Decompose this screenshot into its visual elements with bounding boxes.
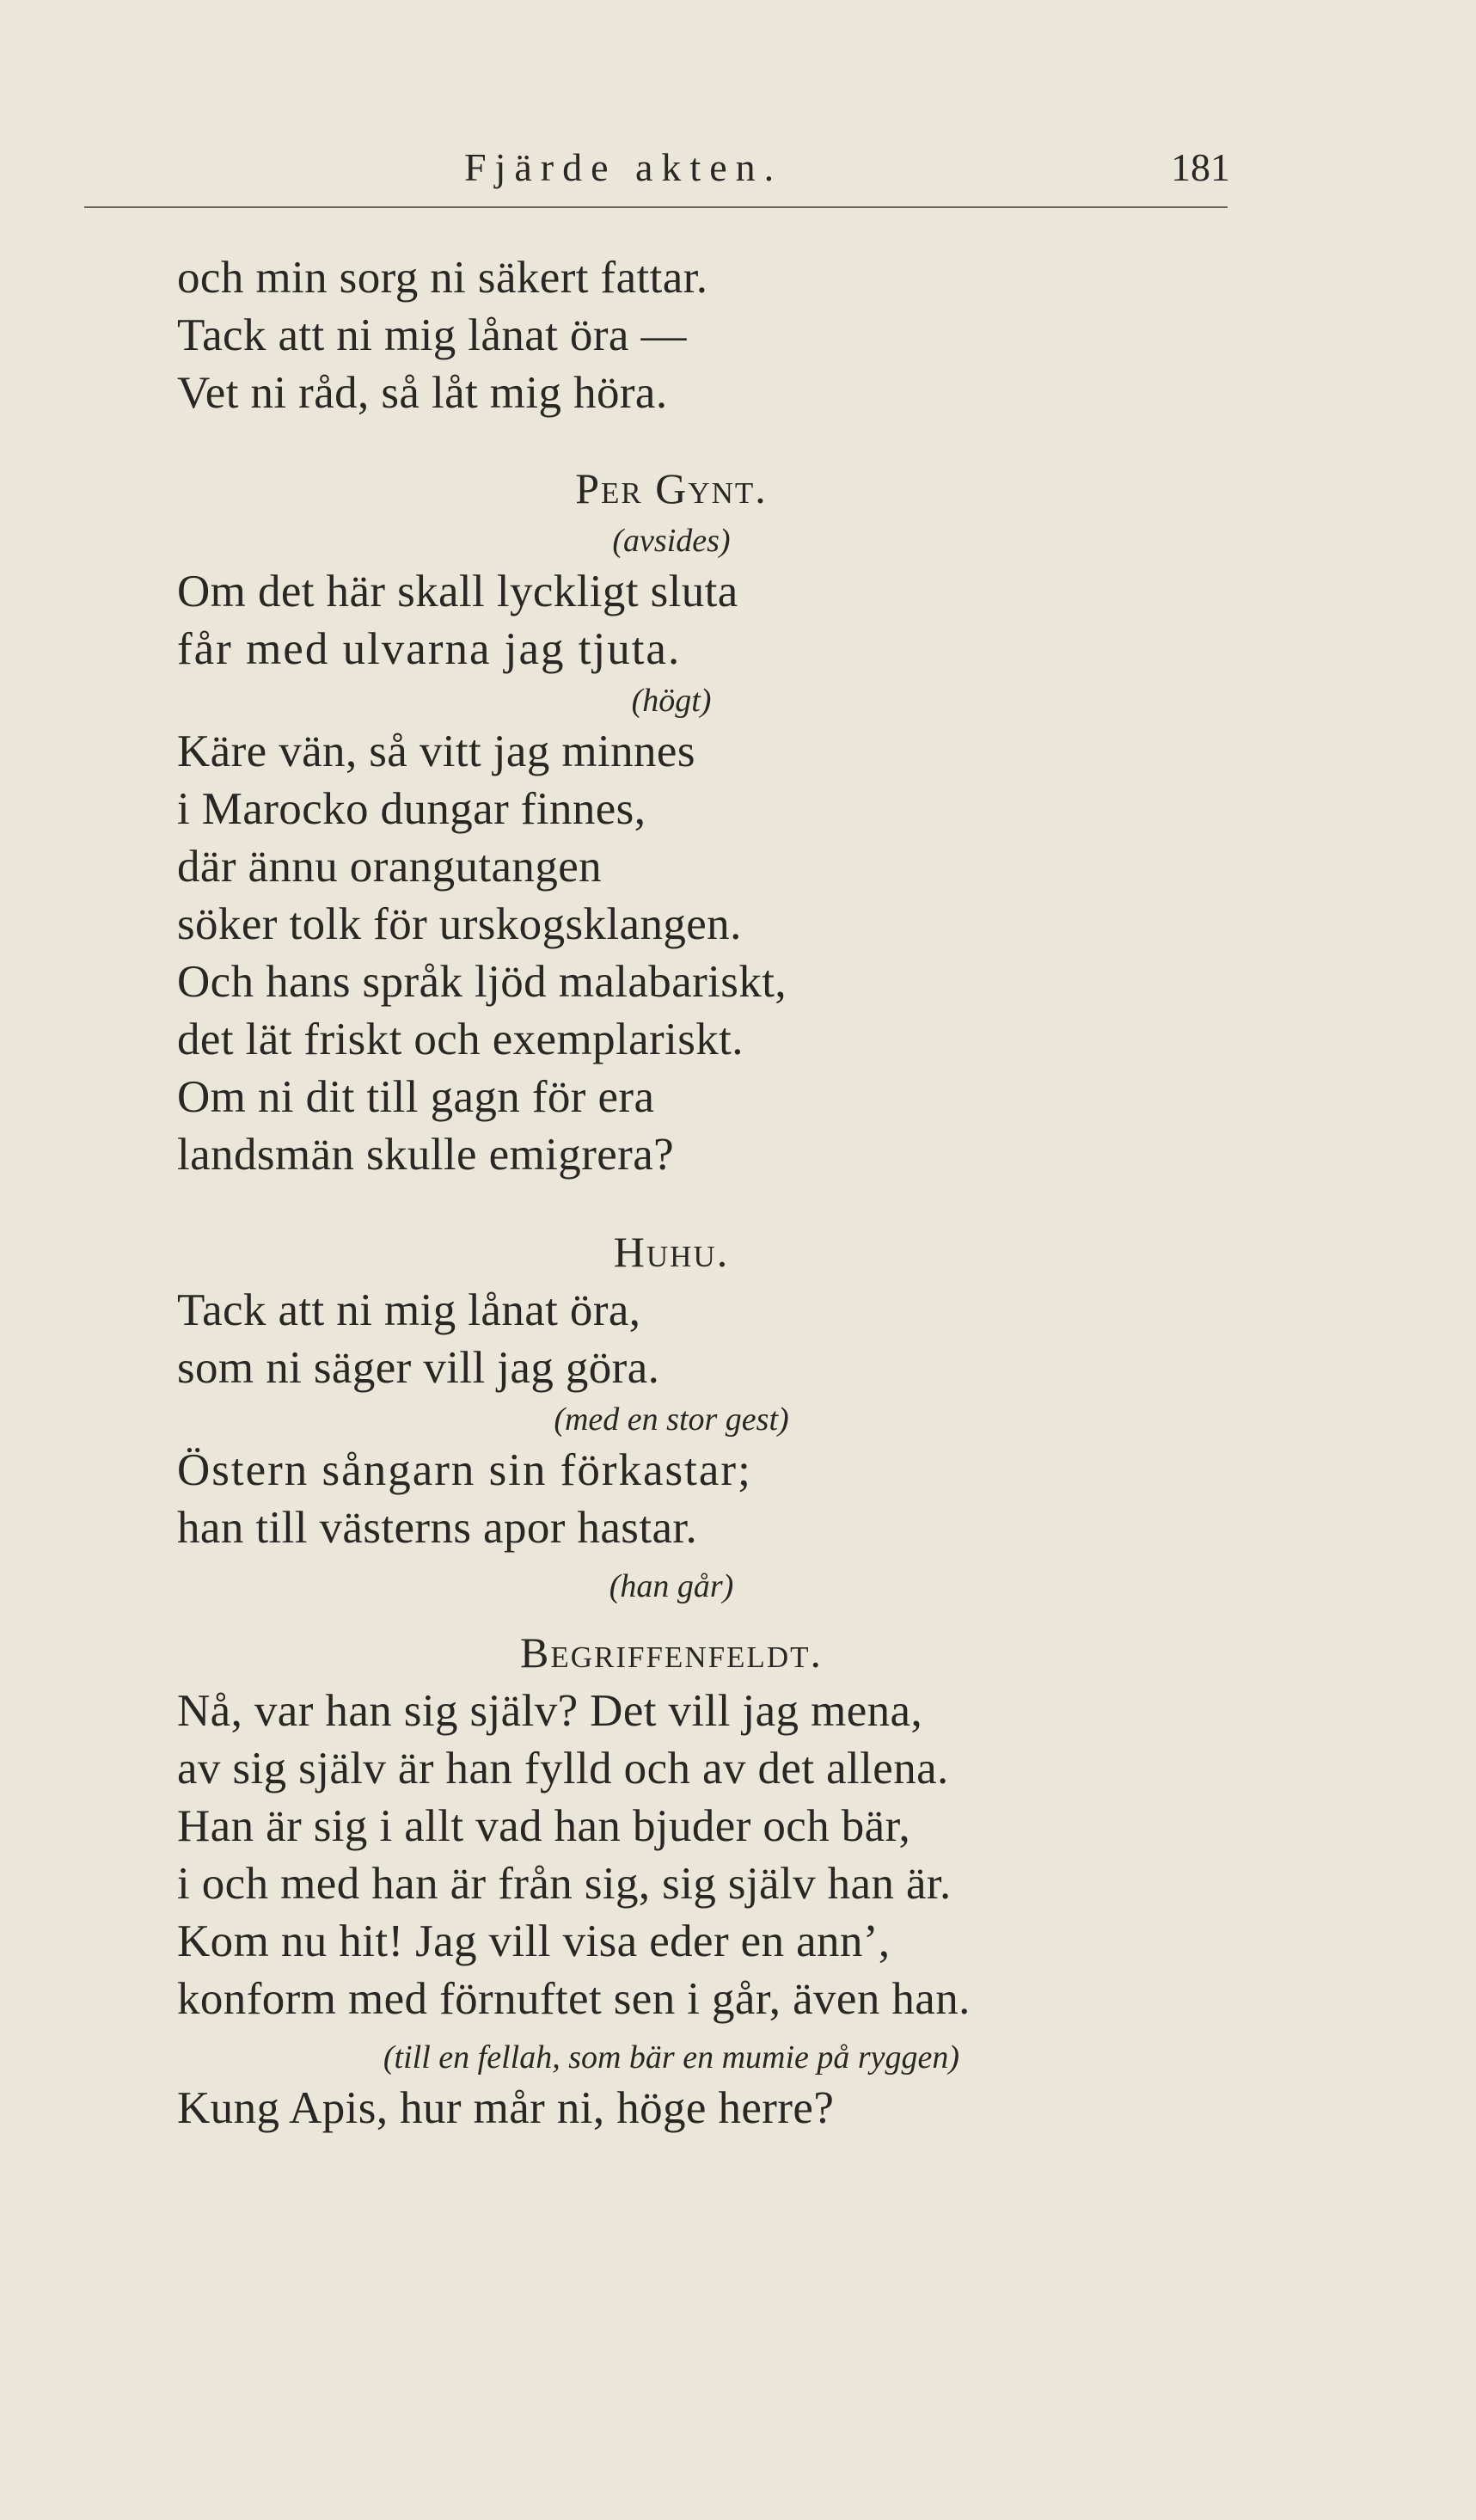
header-rule <box>84 206 1228 208</box>
play-text <box>177 249 1157 2137</box>
verse-line: Tack att ni mig lånat öra, <box>177 1285 641 1335</box>
speaker-name: Huhu. <box>613 1228 730 1276</box>
verse-line: där ännu orangutangen <box>177 842 603 892</box>
stage-direction: (avsides) <box>612 523 731 559</box>
speaker-name: Per Gynt. <box>575 464 768 512</box>
verse-line: Vet ni råd, så låt mig höra. <box>177 368 668 418</box>
stage-direction: (med en stor gest) <box>554 1401 789 1438</box>
verse-line: konform med förnuftet sen i går, även han. <box>177 1974 971 2024</box>
verse-line: det lät friskt och exemplariskt. <box>177 1015 744 1064</box>
verse-line: han till västerns apor hastar. <box>177 1503 698 1553</box>
verse-line: av sig själv är han fylld och av det allena. <box>177 1744 949 1793</box>
verse-line: Om ni dit till gagn för era <box>177 1072 655 1122</box>
verse-line: Nå, var han sig själv? Det vill jag mena, <box>177 1686 923 1736</box>
verse-line: Han är sig i allt vad han bjuder och bär, <box>177 1801 911 1851</box>
verse-line: får med ulvarna jag tjuta. <box>177 624 682 674</box>
verse-line: Tack att ni mig lånat öra — <box>177 310 687 360</box>
stage-direction: (han går) <box>609 1568 734 1604</box>
verse-line: Kom nu hit! Jag vill visa eder en ann’, <box>177 1916 891 1966</box>
page-header <box>0 144 1476 196</box>
verse-line: Och hans språk ljöd malabariskt, <box>177 957 787 1007</box>
page-number: 181 <box>1171 145 1230 189</box>
verse-line: Östern sångarn sin förkastar; <box>177 1445 752 1495</box>
verse-line: Om det här skall lyckligt sluta <box>177 567 738 616</box>
verse-line: i Marocko dungar finnes, <box>177 784 646 834</box>
verse-line: och min sorg ni säkert fattar. <box>177 253 708 303</box>
verse-line: Kung Apis, hur mår ni, höge herre? <box>177 2083 835 2133</box>
verse-line: landsmän skulle emigrera? <box>177 1130 675 1180</box>
stage-direction: (till en fellah, som bär en mumie på ryggen) <box>383 2039 960 2075</box>
verse-line: som ni säger vill jag göra. <box>177 1343 660 1393</box>
speaker-name: Begriffenfeldt. <box>520 1628 823 1677</box>
stage-direction: (högt) <box>631 683 712 719</box>
verse-line: Käre vän, så vitt jag minnes <box>177 727 695 776</box>
running-title: Fjärde akten. <box>464 145 783 189</box>
verse-line: i och med han är från sig, sig själv han är. <box>177 1859 952 1909</box>
verse-line: söker tolk för urskogsklangen. <box>177 899 742 949</box>
